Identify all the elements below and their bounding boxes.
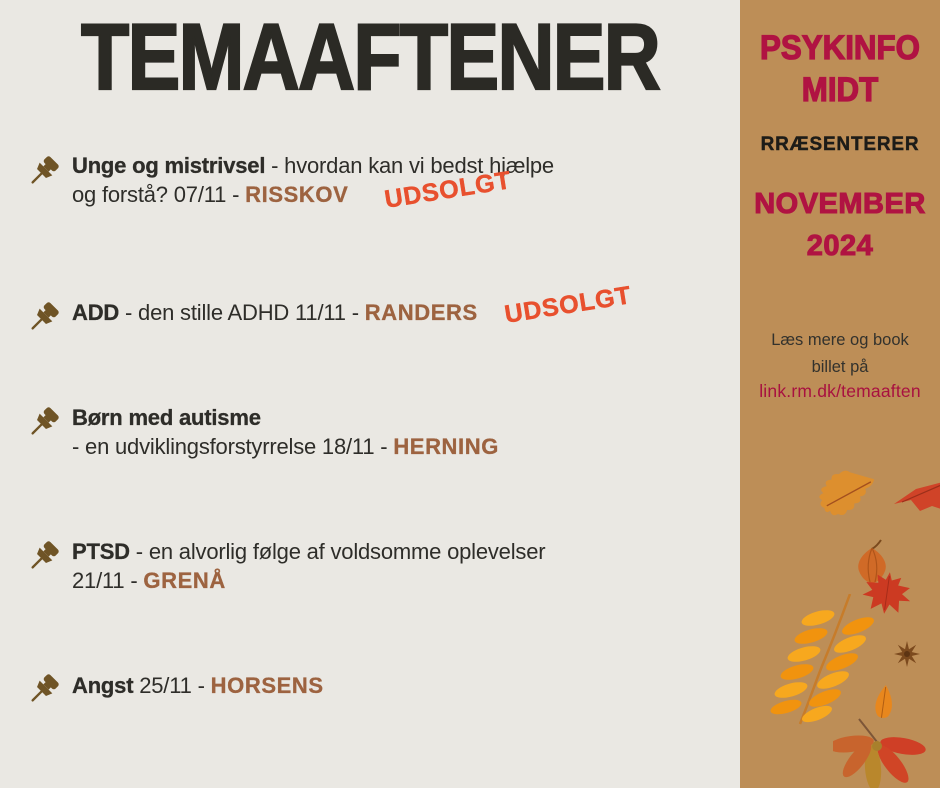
event-city: HORSENS [210, 673, 324, 698]
rowan-leaf-icon [770, 594, 882, 728]
brand-line1: PSYKINFO [760, 29, 920, 67]
event-item-boern-med-autisme [72, 403, 672, 461]
event-title: Unge og mistrivsel [72, 153, 266, 178]
soldout-badge: UDSOLGT [502, 281, 634, 329]
event-city: RISSKOV [245, 182, 349, 207]
booking-link[interactable]: link.rm.dk/temaaften [759, 381, 921, 401]
page-title-text: TEMAAFTENER [80, 4, 660, 109]
event-title: PTSD [72, 539, 130, 564]
event-description: - en udviklingsforstyrrelse 18/11 - [72, 434, 394, 459]
event-title: Angst [72, 673, 134, 698]
event-item-unge-og-mistrivsel [72, 151, 672, 209]
creeper-leaf-icon [833, 716, 927, 788]
event-city: GRENÅ [143, 568, 226, 593]
pushpin-icon [24, 153, 62, 191]
brand-line2: MIDT [801, 71, 879, 109]
event-title: Børn med autisme [72, 405, 261, 430]
month-line1: NOVEMBER [754, 188, 926, 220]
pushpin-icon [24, 538, 62, 576]
event-city: HERNING [393, 434, 499, 459]
event-description: og forstå? 07/11 - [72, 182, 246, 207]
pushpin-icon [24, 299, 62, 337]
star-anise-icon [893, 640, 921, 668]
event-item-angst [72, 671, 672, 700]
event-description: - hvordan kan vi bedst hjælpe [265, 153, 554, 178]
event-item-ptsd [72, 537, 672, 595]
red-leaf-icon [892, 479, 940, 515]
event-description: 21/11 - [72, 568, 144, 593]
event-city: RANDERS [364, 300, 478, 325]
event-title: ADD [72, 300, 120, 325]
brand-name [740, 27, 940, 111]
soldout-badge: UDSOLGT [382, 166, 514, 214]
event-description: - den stille ADHD 11/11 - [119, 300, 365, 325]
pushpin-icon [24, 404, 62, 442]
month-line2: 2024 [806, 230, 874, 262]
info-text: Læs mere og book billet på [771, 331, 909, 376]
event-description: 25/11 - [133, 673, 211, 698]
pushpin-icon [24, 671, 62, 709]
oak-leaf-icon [814, 466, 882, 518]
month-label [740, 183, 940, 267]
event-description: - en alvorlig følge af voldsomme oplevelser [129, 539, 546, 564]
sidebar [740, 0, 940, 788]
page-title [0, 2, 740, 140]
presents-label: RRÆSENTERER [760, 134, 920, 155]
